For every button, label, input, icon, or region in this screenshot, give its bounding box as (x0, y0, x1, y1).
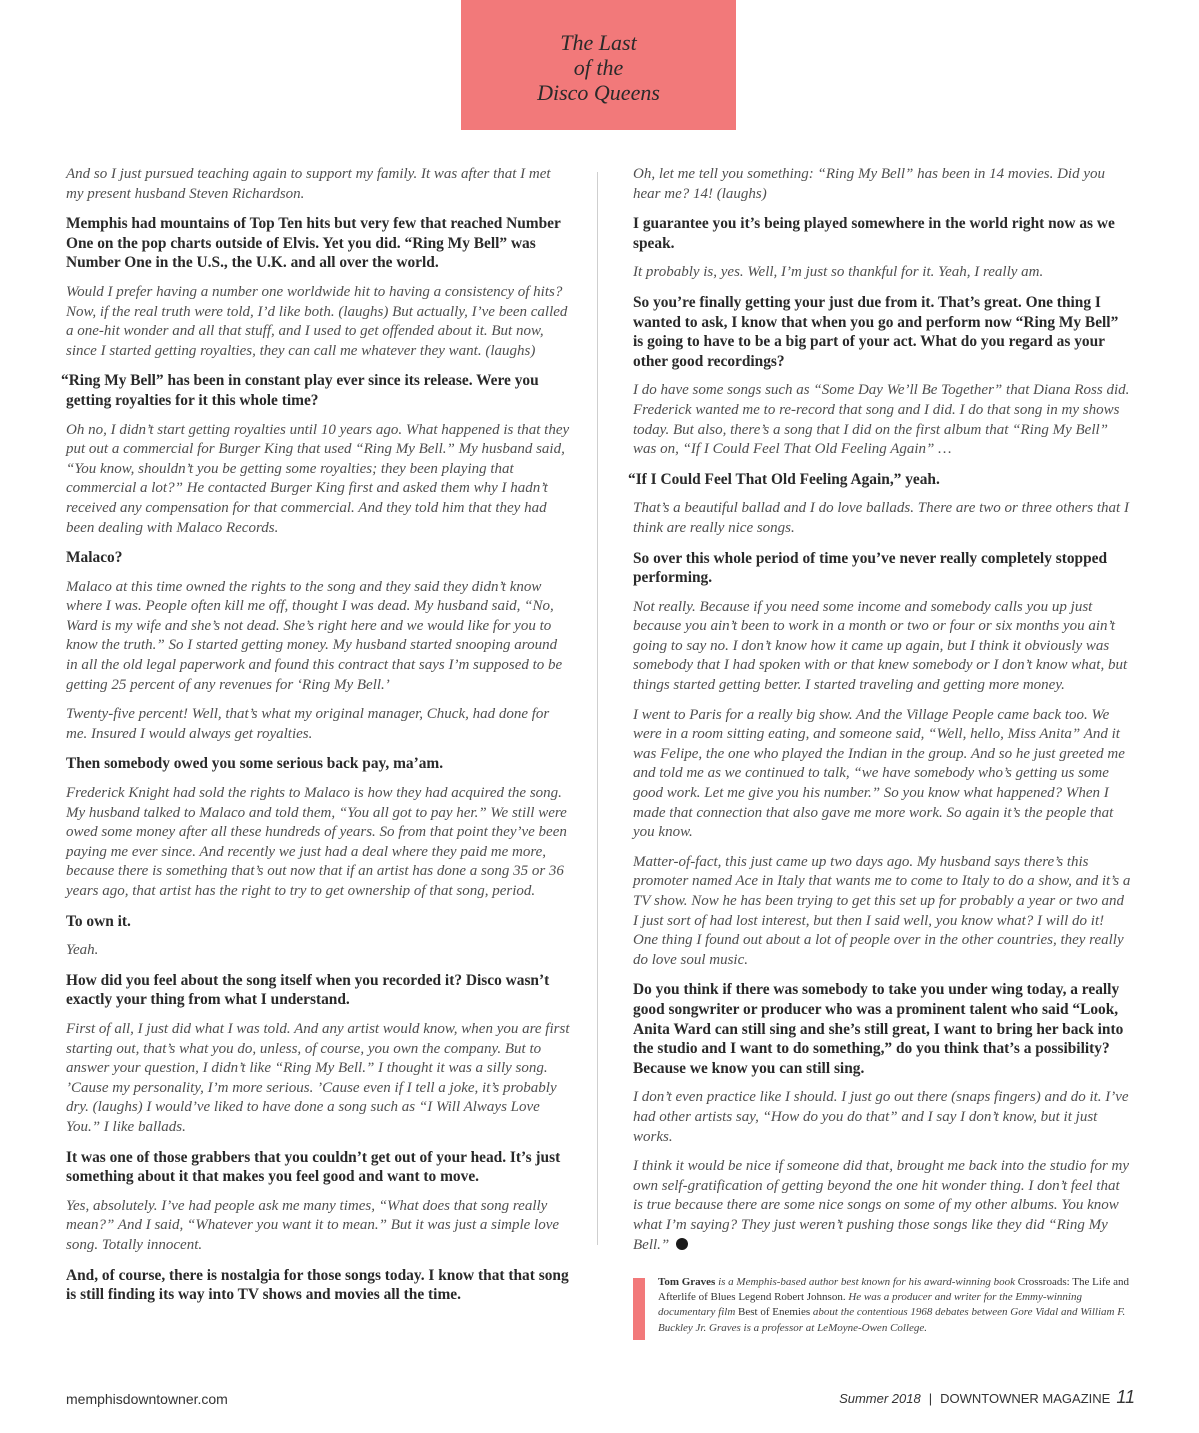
paragraph-text: And, of course, there is nostalgia for those songs today. I know that that song is still finding its way into TV shows and movies all the time. (66, 1266, 569, 1304)
interview-answer (633, 1088, 1131, 1147)
title-line-3: Disco Queens (537, 80, 660, 105)
paragraph-text: I do have some songs such as “Some Day We’ll Be Together” that Diana Ross did. Frederick wanted me to re-record that song and I did. I do that song in my shows today. But also, there’s a song that I did on the first album that “Ring My Bell” was on, “If I Could Feel That Old Feeling Again” … (633, 382, 1130, 458)
interview-answer (66, 784, 571, 902)
interview-question (66, 1266, 571, 1305)
interview-question (66, 971, 571, 1010)
page-number: 11 (1116, 1387, 1135, 1407)
interview-answer (633, 381, 1131, 459)
paragraph-text: Oh, let me tell you something: “Ring My Bell” has been in 14 movies. Did you hear me? 14! (laughs) (633, 166, 1105, 202)
interview-question (628, 470, 1131, 490)
interview-answer (66, 705, 571, 744)
bio-text-3: about the contentious 1968 debates between Gore Vidal and William F. Buckley Jr. Graves is a professor at LeMoyne-Owen College. (658, 1306, 1126, 1334)
interview-answer (633, 165, 1131, 204)
interview-question (66, 214, 571, 273)
paragraph-text: Matter-of-fact, this just came up two days ago. My husband says there’s this promoter named Ace in Italy that wants me to come to Italy to do a show, and it’s a TV show. Now he has been trying to get this set up for probably a year or two and I just sort of had lost interest, but then I said well, you know what? I will do it! One thing I found out about a lot of people over in the other countries, they really do love soul music. (633, 853, 1131, 968)
title-line-2: of the (573, 55, 624, 80)
paragraph-text: Malaco? (66, 549, 123, 567)
paragraph-text: I guarantee you it’s being played somewhere in the world right now as we speak. (633, 215, 1115, 252)
paragraph-text: Not really. Because if you need some income and somebody calls you up just because you ain’t been to work in a month or two or four or six months you ain’t going to say no. I don’t know how it came up again, but I think it obviously was somebody that I had spoken with or that knew somebody or I don’t know what, but things started getting better. I started traveling and getting more money. (633, 598, 1128, 694)
interview-answer (66, 1197, 571, 1256)
paragraph-text: So you’re finally getting your just due from it. That’s great. One thing I wanted to ask, I know that when you go and perform now “Ring My Bell” is going to have to be a big part of your act. What do you regard as your other good recordings? (633, 293, 1119, 370)
interview-question (633, 549, 1131, 588)
column-divider (597, 172, 598, 1245)
interview-answer (633, 499, 1131, 538)
interview-question (633, 980, 1131, 1078)
paragraph-text: Do you think if there was somebody to take you under wing today, a really good songwriter or producer who was a prominent talent who said “Look, Anita Ward can still sing and she’s still great, I want to bring her back into the studio and I want to do something,” do you think that’s a possibility? Because we know you can still sing. (633, 981, 1124, 1077)
interview-answer (66, 1020, 571, 1138)
paragraph-text: Then somebody owed you some serious back pay, ma’am. (66, 755, 444, 773)
interview-question (66, 912, 571, 932)
interview-question (633, 293, 1131, 371)
paragraph-text: Yes, absolutely. I’ve had people ask me many times, “What does that song really mean?” And I said, “Whatever you want it to mean.” But it was just a simple love song. Totally innocent. (66, 1197, 560, 1253)
interview-answer (66, 283, 571, 361)
interview-answer (633, 1157, 1131, 1255)
paragraph-text: “Ring My Bell” has been in constant play ever since its release. Were you getting royalties for it this whole time? (61, 372, 539, 409)
paragraph-text: That’s a beautiful ballad and I do love ballads. There are two or three others that I think are really nice songs. (633, 500, 1129, 536)
end-mark-icon (676, 1238, 688, 1250)
interview-answer (633, 853, 1131, 971)
interview-answer (633, 263, 1131, 283)
interview-answer (66, 421, 571, 539)
paragraph-text: Yeah. (66, 942, 99, 959)
interview-answer (66, 165, 571, 204)
left-column (61, 165, 571, 1305)
paragraph-text: Memphis had mountains of Top Ten hits but very few that reached Number One on the pop charts outside of Elvis. Yet you did. “Ring My Bell” was Number One in the U.S., the U.K. and all over the world. (66, 215, 561, 272)
paragraph-text: Oh no, I didn’t start getting royalties until 10 years ago. What happened is that they put out a commercial for Burger King that used “Ring My Bell.” My husband said, “You know, shouldn’t you be getting some royalties; they been playing that commercial a lot?” He contacted Burger King first and asked them why I hadn’t received any compensation for that commercial. And they told him that they had been dealing with Malaco Records. (66, 421, 570, 536)
footer-separator: | (928, 1391, 933, 1406)
paragraph-text: Malaco at this time owned the rights to the song and they said they didn’t know where I was. People often kill me off, thought I was dead. My husband said, “No, Ward is my wife and she’s not dead. She’s right here and we would like for you to know the truth.” So I started getting money. My husband started snooping around in all the old legal paperwork and found this contract that says I’m supposed to be getting 25 percent of any revenues for ‘Ring My Bell.’ (66, 578, 563, 693)
bio-book-title: Crossroads: The Life and Afterlife of Blues Legend Robert Johnson. (658, 1276, 1130, 1304)
interview-question (66, 1148, 571, 1187)
interview-answer (66, 578, 571, 696)
footer-issue: Summer 2018 (839, 1391, 921, 1406)
bio-film-title: Best of Enemies (738, 1306, 811, 1319)
interview-question (66, 548, 571, 568)
author-bio (658, 1275, 1138, 1336)
title-line-1: The Last (560, 30, 637, 55)
interview-question (61, 371, 571, 410)
bio-accent-bar (633, 1278, 645, 1340)
right-column (628, 165, 1131, 1255)
paragraph-text: So over this whole period of time you’ve never really completely stopped performing. (633, 549, 1108, 587)
interview-question (633, 214, 1131, 253)
interview-answer (633, 598, 1131, 696)
paragraph-text: Twenty-five percent! Well, that’s what my original manager, Chuck, had done for me. Insured I would always get royalties. (66, 706, 550, 742)
interview-answer (633, 706, 1131, 843)
bio-author-name: Tom Graves (658, 1276, 716, 1288)
bio-text-1: is a Memphis-based author best known for his award-winning book (715, 1276, 1018, 1288)
article-title-box (461, 0, 736, 130)
paragraph-text: It probably is, yes. Well, I’m just so thankful for it. Yeah, I really am. (633, 264, 1044, 281)
paragraph-text: Frederick Knight had sold the rights to Malaco is how they had acquired the song. My husband talked to Malaco and told them, “You all got to pay her.” We still were owed some money after all these hundreds of years. So from that point they’ve been paying me ever since. And recently we just had a deal where they paid me more, because there is something that’s out now that if an artist has done a song 35 or 36 years ago, that artist has the right to try to get ownership of that song, period. (66, 785, 567, 899)
footer-website: memphisdowntowner.com (66, 1391, 228, 1407)
paragraph-text: I don’t even practice like I should. I just go out there (snaps fingers) and do it. I’ve had other artists say, “How do you do that” and I say I don’t know, but it just works. (633, 1089, 1129, 1145)
paragraph-text: I went to Paris for a really big show. And the Village People came back too. We were in a room sitting eating, and someone said, “Well, hello, Miss Anita” And it was Felipe, the one who played the Indian in the group. And so he just greeted me and told me as we continued to talk, “we have somebody who’s getting us some good work. Let me give you his number.” So you know what happened? When I made that connection that also gave me more work. So again it’s the people that you know. (633, 706, 1125, 841)
paragraph-text: To own it. (66, 912, 131, 930)
paragraph-text: First of all, I just did what I was told. And any artist would know, when you are first starting out, that’s what you do, unless, of course, you own the company. But to answer your question, I didn’t like “Ring My Bell.” I thought it was a silly song. ’Cause my personality, I’m more serious. ’Cause even if I tell a joke, it’s probably dry. (laughs) I would’ve liked to have done a song such as “I Will Always Love You.” I like ballads. (66, 1020, 570, 1135)
bio-text-2: He was a producer and writer for the Emmy-winning documentary film (658, 1291, 1082, 1319)
interview-answer (66, 941, 571, 961)
paragraph-text: I think it would be nice if someone did that, brought me back into the studio for my own self-gratification of getting beyond the one hit wonder thing. I don’t feel that is true because there are some nice songs on some of my other albums. You know what I’m saying? They just weren’t pushing those songs like they did “Ring My Bell.” (633, 1158, 1130, 1253)
paragraph-text: It was one of those grabbers that you couldn’t get out of your head. It’s just something about it that makes you feel good and want to move. (66, 1148, 561, 1186)
paragraph-text: How did you feel about the song itself when you recorded it? Disco wasn’t exactly your thing from what I understand. (66, 971, 550, 1009)
paragraph-text: “If I Could Feel That Old Feeling Again,” yeah. (628, 470, 940, 488)
paragraph-text: Would I prefer having a number one worldwide hit to having a consistency of hits? Now, if the real truth were told, I’d like both. (laughs) But actually, I’ve been called a one-hit wonder and all that stuff, and I used to get offended about it. But now, since I started getting royalties, they can call me whatever they want. (laughs) (66, 283, 568, 359)
interview-question (66, 754, 571, 774)
footer-magazine: DOWNTOWNER MAGAZINE (940, 1391, 1111, 1406)
paragraph-text: And so I just pursued teaching again to support my family. It was after that I met my present husband Steven Richardson. (66, 166, 551, 202)
footer-issue-info (839, 1387, 1135, 1408)
